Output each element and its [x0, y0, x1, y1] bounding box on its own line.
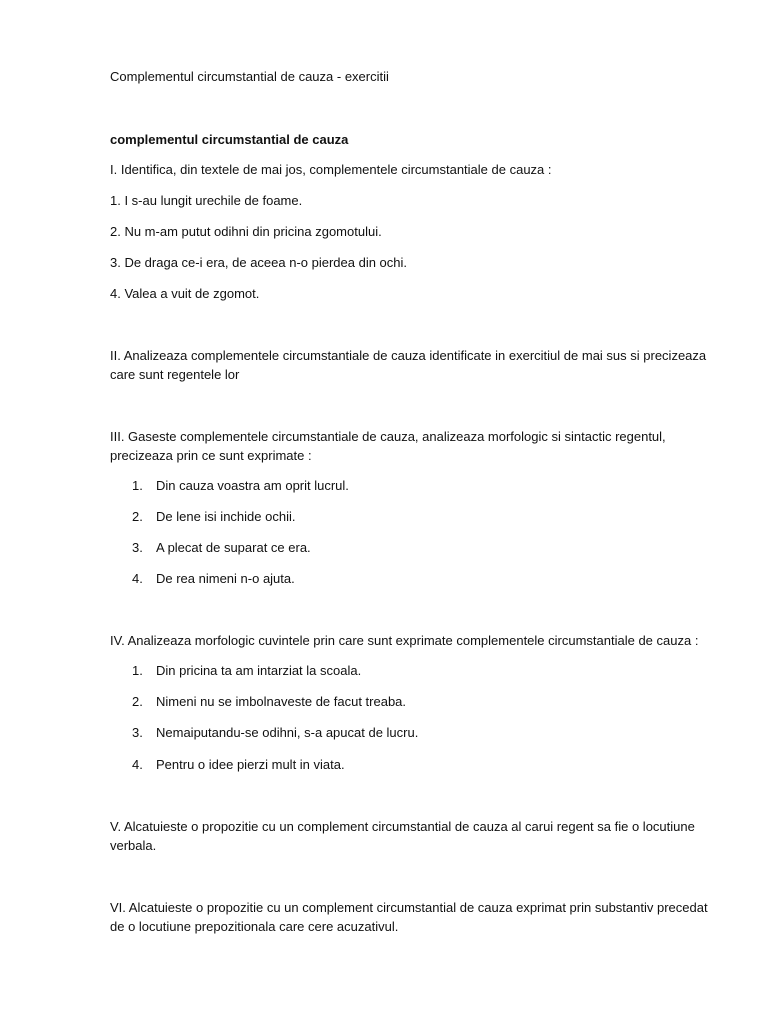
list-text: A plecat de suparat ce era. [156, 540, 311, 555]
list-text: Nimeni nu se imbolnaveste de facut treaba. [156, 694, 407, 709]
exercise-1-prompt: I. Identifica, din textele de mai jos, complementele circumstantiale de cauza : [110, 162, 552, 177]
list-text: De lene isi inchide ochii. [156, 509, 296, 524]
exercise-4-list-item [132, 662, 692, 680]
exercise-2-prompt-line2: care sunt regentele lor [110, 367, 240, 382]
list-number: 4. [132, 571, 143, 586]
exercise-1-item: 4. Valea a vuit de zgomot. [110, 286, 260, 301]
list-number: 3. [132, 725, 143, 740]
list-number: 2. [132, 694, 143, 709]
list-number: 4. [132, 757, 143, 772]
list-number: 3. [132, 540, 143, 555]
list-text: Nemaiputandu-se odihni, s-a apucat de lucru. [156, 725, 419, 740]
exercise-3-list-item [132, 570, 692, 588]
list-text: Pentru o idee pierzi mult in viata. [156, 757, 345, 772]
section-heading: complementul circumstantial de cauza [110, 132, 349, 147]
exercise-1-item: 1. I s-au lungit urechile de foame. [110, 193, 303, 208]
exercise-4-list-item [132, 693, 692, 711]
list-text: Din cauza voastra am oprit lucrul. [156, 478, 349, 493]
exercise-3-prompt-line2: precizeaza prin ce sunt exprimate : [110, 448, 312, 463]
list-number: 2. [132, 509, 143, 524]
exercise-4-list-item [132, 724, 692, 742]
list-text: De rea nimeni n-o ajuta. [156, 571, 295, 586]
exercise-3-list-item [132, 508, 692, 526]
exercise-6-prompt-line2: de o locutiune prepozitionala care cere acuzativul. [110, 919, 399, 934]
exercise-3-prompt-line1: III. Gaseste complementele circumstantiale de cauza, analizeaza morfologic si sintactic regentul, [110, 429, 666, 444]
exercise-3-list-item [132, 477, 692, 495]
exercise-4-prompt: IV. Analizeaza morfologic cuvintele prin care sunt exprimate complementele circumstantiale de cauza : [110, 633, 699, 648]
document-title: Complementul circumstantial de cauza - exercitii [110, 69, 389, 84]
exercise-5-prompt-line2: verbala. [110, 838, 157, 853]
list-text: Din pricina ta am intarziat la scoala. [156, 663, 362, 678]
exercise-3-list-item [132, 539, 692, 557]
exercise-6-prompt-line1: VI. Alcatuieste o propozitie cu un complement circumstantial de cauza exprimat prin substantiv precedat [110, 900, 708, 915]
exercise-5-prompt-line1: V. Alcatuieste o propozitie cu un complement circumstantial de cauza al carui regent sa fie o locutiune [110, 819, 695, 834]
exercise-4-list-item [132, 756, 692, 774]
exercise-2-prompt-line1: II. Analizeaza complementele circumstantiale de cauza identificate in exercitiul de mai sus si precizeaza [110, 348, 707, 363]
list-number: 1. [132, 478, 143, 493]
exercise-1-item: 3. De draga ce-i era, de aceea n-o pierdea din ochi. [110, 255, 408, 270]
exercise-1-item: 2. Nu m-am putut odihni din pricina zgomotului. [110, 224, 382, 239]
list-number: 1. [132, 663, 143, 678]
